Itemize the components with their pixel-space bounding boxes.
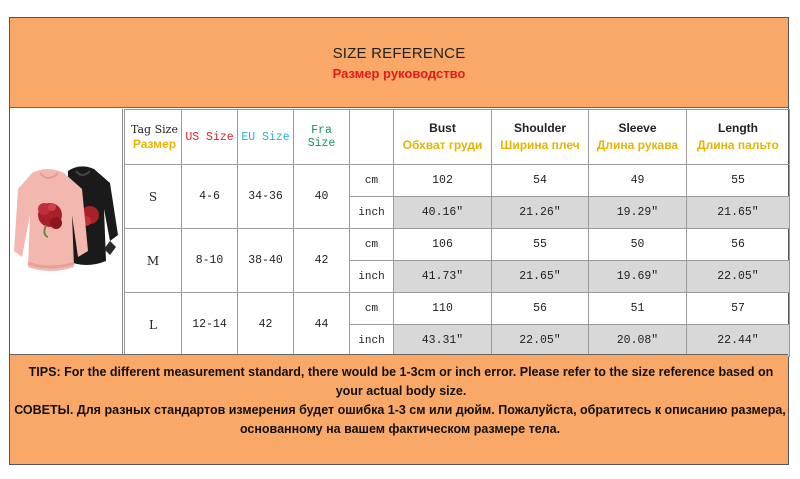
length-label: Length [718, 121, 758, 135]
bust-header [394, 110, 492, 165]
us-size-cell: 8-10 [182, 229, 238, 293]
header-banner [10, 18, 788, 108]
chart-subtitle: Размер руководство [332, 66, 466, 81]
sleeve-label: Sleeve [618, 121, 657, 135]
unit-cell: inch [350, 325, 394, 357]
sleeve-cell: 49 [589, 165, 687, 197]
unit-cell: cm [350, 293, 394, 325]
eu-size-cell: 42 [238, 293, 294, 357]
us-size-cell: 12-14 [182, 293, 238, 357]
shoulder-cell: 55 [492, 229, 589, 261]
unit-cell: cm [350, 229, 394, 261]
product-photo [10, 109, 123, 354]
length-cell: 22.05″ [687, 261, 790, 293]
shoulder-cell: 56 [492, 293, 589, 325]
sleeve-label-ru: Длина рукава [596, 138, 679, 152]
unit-cell: cm [350, 165, 394, 197]
sweater-photo-icon [12, 149, 120, 301]
bust-label: Bust [429, 121, 456, 135]
unit-cell: inch [350, 261, 394, 293]
table-row [125, 293, 790, 325]
size-table [124, 109, 790, 357]
bust-cell: 106 [394, 229, 492, 261]
tag-size-cell: S [125, 165, 182, 229]
unit-cell: inch [350, 197, 394, 229]
tag-size-cell: L [125, 293, 182, 357]
table-row [125, 229, 790, 261]
bust-cell: 41.73″ [394, 261, 492, 293]
shoulder-cell: 54 [492, 165, 589, 197]
shoulder-cell: 21.65″ [492, 261, 589, 293]
sleeve-cell: 19.69″ [589, 261, 687, 293]
size-chart [9, 17, 789, 465]
fra-size-cell: 44 [294, 293, 350, 357]
fra-size-cell: 42 [294, 229, 350, 293]
length-label-ru: Длина пальто [697, 138, 779, 152]
fra-size-cell: 40 [294, 165, 350, 229]
sleeve-header [589, 110, 687, 165]
eu-size-cell: 34-36 [238, 165, 294, 229]
chart-title: SIZE REFERENCE [332, 45, 466, 62]
us-size-header: US Size [182, 110, 238, 165]
length-cell: 57 [687, 293, 790, 325]
length-cell: 22.44″ [687, 325, 790, 357]
shoulder-header [492, 110, 589, 165]
tag-size-header [125, 110, 182, 165]
bust-label-ru: Обхват груди [402, 138, 483, 152]
tips-text-ru: СОВЕТЫ. Для разных стандартов измерения будет ошибка 1-3 см или дюйм. Пожалуйста, обратитесь к описанию размера, основанному на вашем фактическом размере тела. [14, 403, 786, 436]
shoulder-cell: 21.26″ [492, 197, 589, 229]
length-cell: 21.65″ [687, 197, 790, 229]
tag-size-label-ru: Размер [132, 137, 177, 151]
shoulder-label-ru: Ширина плеч [500, 138, 580, 152]
bust-cell: 110 [394, 293, 492, 325]
bust-cell: 40.16″ [394, 197, 492, 229]
length-cell: 56 [687, 229, 790, 261]
sleeve-cell: 20.08″ [589, 325, 687, 357]
length-header [687, 110, 790, 165]
shoulder-label: Shoulder [513, 121, 566, 135]
length-cell: 55 [687, 165, 790, 197]
bust-cell: 102 [394, 165, 492, 197]
eu-size-cell: 38-40 [238, 229, 294, 293]
sleeve-cell: 19.29″ [589, 197, 687, 229]
sleeve-cell: 50 [589, 229, 687, 261]
tag-size-cell: M [125, 229, 182, 293]
us-size-cell: 4-6 [182, 165, 238, 229]
fra-size-header: Fra Size [294, 110, 350, 165]
tag-size-label: Tag Size [131, 123, 178, 136]
bust-cell: 43.31″ [394, 325, 492, 357]
sleeve-cell: 51 [589, 293, 687, 325]
table-header-row [125, 110, 790, 165]
eu-size-header: EU Size [238, 110, 294, 165]
table-row [125, 165, 790, 197]
shoulder-cell: 22.05″ [492, 325, 589, 357]
tips-banner [10, 354, 788, 464]
unit-header [350, 110, 394, 165]
tips-text-en: TIPS: For the different measurement standard, there would be 1-3cm or inch error. Please refer to the size reference based on your actual body size. [28, 365, 774, 398]
